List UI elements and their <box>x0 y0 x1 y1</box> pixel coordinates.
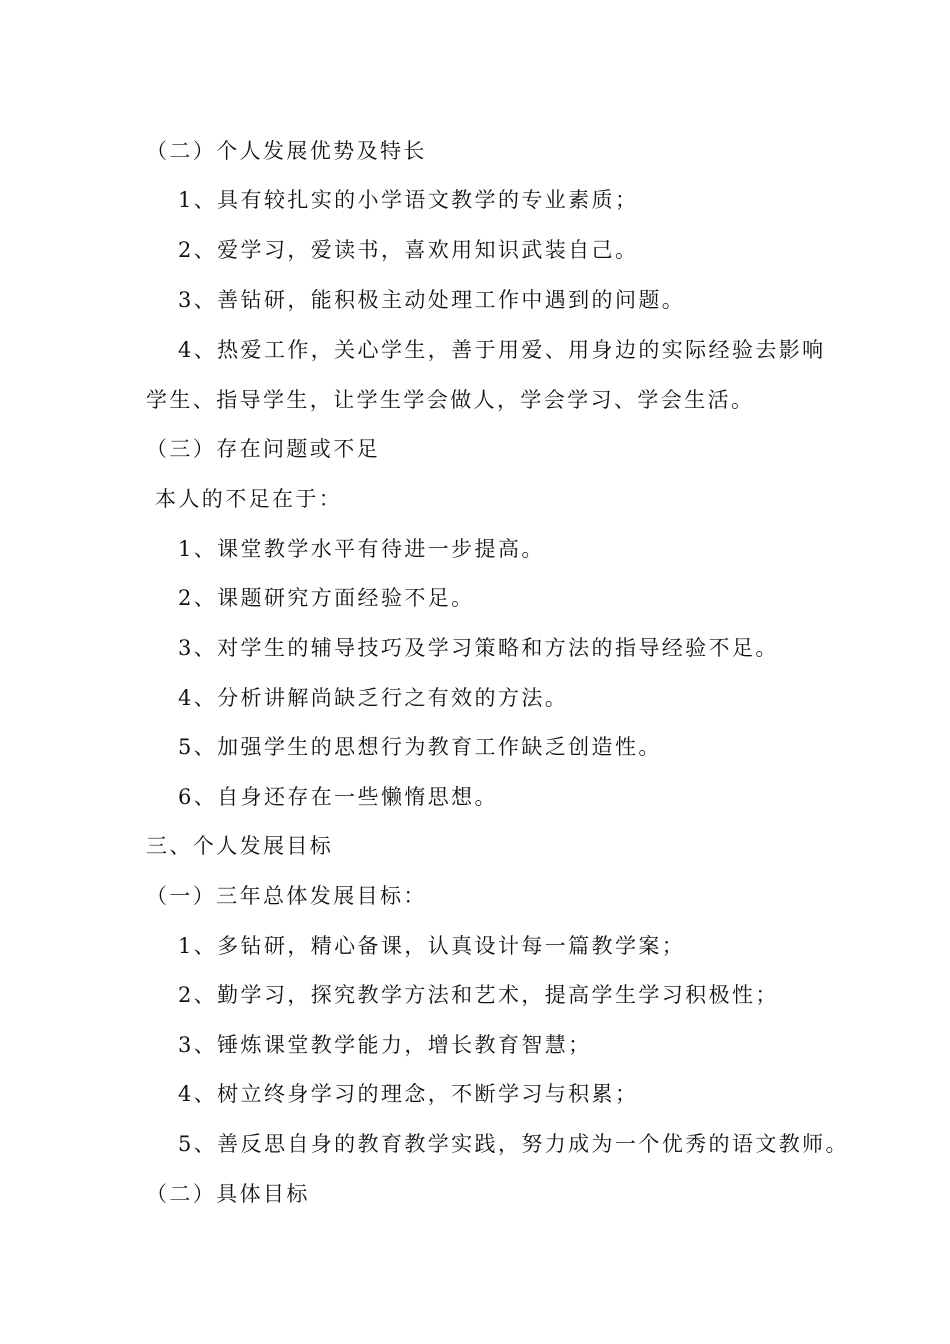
section-heading-problems: （三）存在问题或不足 <box>146 437 380 461</box>
subsection-heading-specific-goals: （二）具体目标 <box>146 1182 310 1206</box>
paragraph-intro: 本人的不足在于： <box>155 487 343 511</box>
list-item: 3、善钻研，能积极主动处理工作中遇到的问题。 <box>178 288 686 312</box>
subsection-heading-overall-goals: （一）三年总体发展目标： <box>146 884 427 908</box>
list-item: 6、自身还存在一些懒惰思想。 <box>178 785 498 809</box>
list-item: 1、具有较扎实的小学语文教学的专业素质； <box>178 188 639 212</box>
list-item: 3、对学生的辅导技巧及学习策略和方法的指导经验不足。 <box>178 636 779 660</box>
list-item: 1、多钻研，精心备课，认真设计每一篇教学案； <box>178 934 686 958</box>
list-item: 3、锤炼课堂教学能力，增长教育智慧； <box>178 1033 592 1057</box>
section-heading-strengths: （二）个人发展优势及特长 <box>146 139 427 163</box>
list-item: 5、加强学生的思想行为教育工作缺乏创造性。 <box>178 735 662 759</box>
list-item-continuation: 学生、指导学生，让学生学会做人，学会学习、学会生活。 <box>146 388 755 412</box>
list-item: 5、善反思自身的教育教学实践，努力成为一个优秀的语文教师。 <box>178 1132 849 1156</box>
list-item: 4、热爱工作，关心学生，善于用爱、用身边的实际经验去影响 <box>178 338 826 362</box>
list-item: 2、课题研究方面经验不足。 <box>178 586 475 610</box>
list-item: 2、勤学习，探究教学方法和艺术，提高学生学习积极性； <box>178 983 779 1007</box>
list-item: 4、树立终身学习的理念，不断学习与积累； <box>178 1082 639 1106</box>
list-item: 1、课堂教学水平有待进一步提高。 <box>178 537 545 561</box>
list-item: 2、爱学习，爱读书，喜欢用知识武装自己。 <box>178 238 639 262</box>
list-item: 4、分析讲解尚缺乏行之有效的方法。 <box>178 686 569 710</box>
section-heading-goals: 三、个人发展目标 <box>146 834 334 858</box>
